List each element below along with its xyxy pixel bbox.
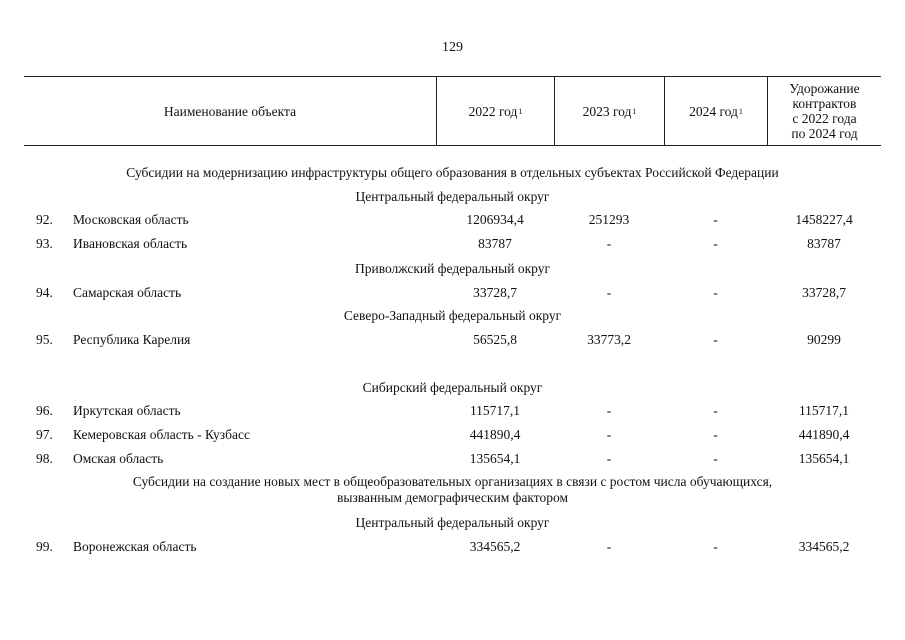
header-2022	[436, 77, 554, 145]
row-value-2024: -	[713, 427, 718, 442]
row-value-2023: 251293	[588, 212, 630, 227]
row-number: 93.	[36, 236, 53, 251]
row-value-2023: 33773,2	[587, 332, 631, 347]
district-title: Центральный федеральный округ	[355, 515, 550, 530]
table-row	[24, 403, 881, 421]
district-title: Сибирский федеральный округ	[362, 380, 543, 395]
row-value-2023: -	[606, 403, 612, 418]
row-value-2022: 115717,1	[469, 403, 521, 418]
row-value-2023: -	[606, 285, 612, 300]
row-value-increase: 90299	[807, 332, 841, 347]
row-value-2022: 1206934,4	[466, 212, 524, 227]
header-increase-line: Удорожание	[789, 81, 860, 96]
footnote-mark: 1	[518, 106, 523, 116]
row-value-2022: 56525,8	[473, 332, 517, 347]
district-title: Центральный федеральный округ	[355, 189, 550, 204]
row-name: Кемеровская область - Кузбасс	[73, 427, 250, 442]
row-value-2023: -	[606, 451, 612, 466]
row-value-2024: -	[713, 212, 718, 227]
row-name: Московская область	[73, 212, 189, 227]
row-name: Иркутская область	[73, 403, 181, 418]
row-value-2024: -	[713, 332, 718, 347]
row-value-increase: 441890,4	[798, 427, 850, 442]
district-title: Северо-Западный федеральный округ	[343, 308, 562, 323]
row-value-increase: 83787	[807, 236, 841, 251]
row-number: 95.	[36, 332, 53, 347]
header-increase-line: с 2022 года	[792, 111, 857, 126]
table-row	[24, 332, 881, 350]
row-number: 97.	[36, 427, 53, 442]
row-name: Ивановская область	[73, 236, 188, 251]
header-2024-label: 2024 год	[689, 103, 738, 119]
row-number: 92.	[36, 212, 53, 227]
row-name: Омская область	[73, 451, 164, 466]
district-title: Приволжский федеральный округ	[354, 261, 550, 276]
row-value-2023: -	[606, 539, 612, 554]
row-value-2022: 33728,7	[473, 285, 517, 300]
row-value-2024: -	[713, 451, 718, 466]
header-increase-line: по 2024 год	[791, 126, 858, 141]
row-number: 94.	[36, 285, 53, 300]
row-value-2023: -	[606, 427, 612, 442]
row-value-2023: -	[606, 236, 612, 251]
row-name: Республика Карелия	[73, 332, 191, 347]
row-value-increase: 1458227,4	[795, 212, 853, 227]
header-2023	[554, 77, 664, 145]
row-value-2024: -	[713, 236, 718, 251]
row-value-2024: -	[713, 285, 718, 300]
header-increase	[767, 77, 881, 145]
table-row	[24, 427, 881, 445]
header-name: Наименование объекта	[163, 103, 297, 119]
row-value-2024: -	[713, 403, 718, 418]
header-2022-label: 2022 год	[468, 103, 518, 119]
header-increase-line: контрактов	[792, 96, 857, 111]
row-value-increase: 115717,1	[798, 403, 850, 418]
row-number: 99.	[36, 539, 53, 554]
row-value-increase: 33728,7	[802, 285, 846, 300]
table-row	[24, 451, 881, 469]
row-name: Воронежская область	[73, 539, 197, 554]
row-number: 96.	[36, 403, 53, 418]
row-name: Самарская область	[73, 285, 182, 300]
table-header	[24, 76, 881, 146]
header-2023-label: 2023 год	[582, 103, 632, 119]
table-row	[24, 539, 881, 557]
row-value-2022: 441890,4	[469, 427, 521, 442]
row-value-2024: -	[713, 539, 718, 554]
page-number: 129	[442, 40, 463, 55]
row-value-increase: 334565,2	[798, 539, 850, 554]
row-value-2022: 83787	[478, 236, 512, 251]
section-title-subsidy: Субсидии на создание новых мест в общеобразовательных организациях в связи с ростом числа обучающихся,	[132, 474, 773, 489]
row-value-2022: 334565,2	[469, 539, 521, 554]
header-2024	[664, 77, 767, 145]
section-title-subsidy-continued: вызванным демографическим фактором	[337, 490, 568, 505]
row-value-2022: 135654,1	[469, 451, 521, 466]
row-number: 98.	[36, 451, 53, 466]
section-title-subsidy: Субсидии на модернизацию инфраструктуры общего образования в отдельных субъектах Российской Федерации	[126, 165, 779, 180]
table-row	[24, 236, 881, 254]
table-row	[24, 285, 881, 303]
footnote-mark: 1	[632, 106, 637, 116]
table-row	[24, 212, 881, 230]
footnote-mark: 1	[738, 106, 743, 116]
row-value-increase: 135654,1	[798, 451, 850, 466]
